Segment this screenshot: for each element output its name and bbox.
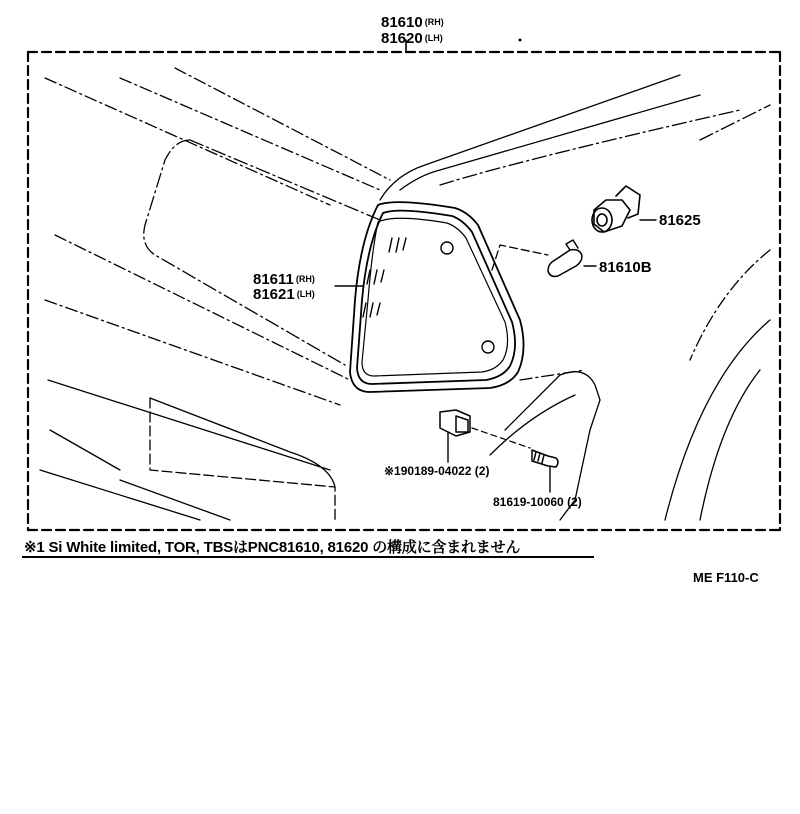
header-part-lh-suffix: (LH)	[424, 33, 443, 43]
footnote-text: ※1 Si White limited, TOR, TBSはPNC81610, 81620 の構成に含まれません	[24, 539, 521, 556]
header-part-rh	[381, 14, 444, 31]
callout-screw: 81619-10060 (2)	[493, 495, 582, 509]
callout-nut: ※190189-04022 (2)	[384, 464, 490, 478]
callout-lens-rh-suffix: (RH)	[295, 274, 315, 284]
header-part-rh-suffix: (RH)	[424, 17, 444, 27]
diagram-code: ME F110-C	[693, 570, 759, 585]
callout-lens-lh-suffix: (LH)	[296, 289, 315, 299]
callout-lens-rh-number: 81611	[253, 271, 294, 288]
nut-shape	[440, 410, 470, 436]
bulb-phantom-line	[492, 245, 548, 270]
footnote-underline	[22, 556, 594, 558]
lamp-housing	[350, 202, 524, 392]
car-body-outline	[40, 68, 770, 520]
callout-socket: 81625	[659, 212, 701, 229]
bulb-shape	[548, 240, 582, 276]
screw-shape	[532, 450, 558, 467]
socket-shape	[592, 186, 640, 232]
header-part-lh-number: 81620	[381, 30, 423, 47]
callout-lens-lh	[253, 286, 315, 303]
assembly-boundary-box	[28, 52, 780, 530]
header-part-lh	[381, 30, 443, 47]
callout-lens-lh-number: 81621	[253, 286, 295, 303]
callout-bulb: 81610B	[599, 259, 652, 276]
header-part-rh-number: 81610	[381, 14, 423, 31]
